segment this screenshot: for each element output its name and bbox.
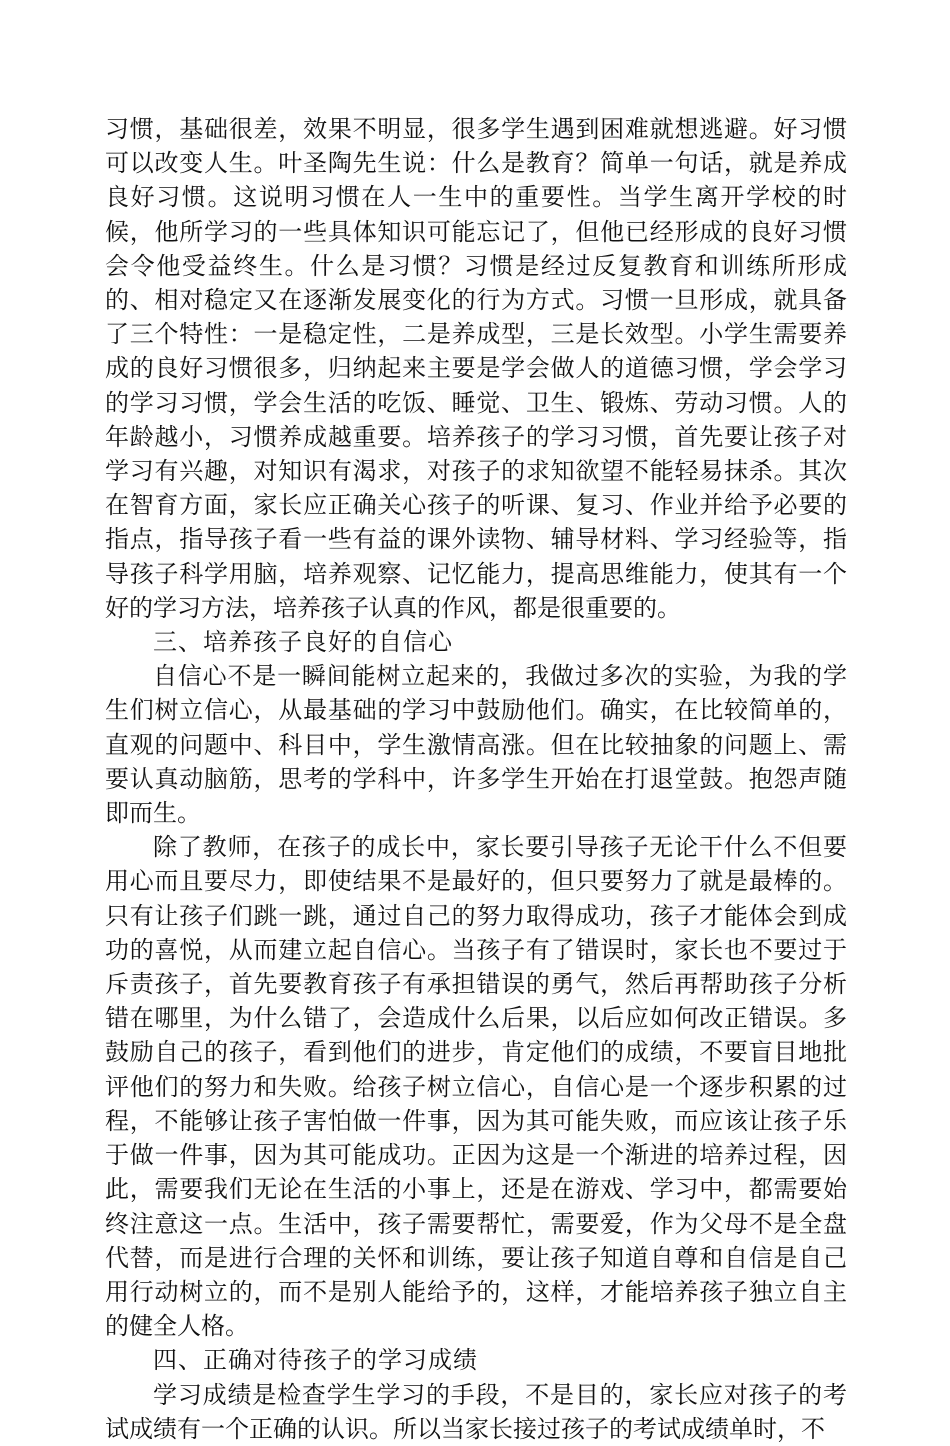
paragraph-grades: 学习成绩是检查学生学习的手段，不是目的，家长应对孩子的考试成绩有一个正确的认识。所以当家长接过孩子的考试成绩单时，不: [105, 1380, 847, 1443]
paragraph-confidence-intro: 自信心不是一瞬间能树立起来的，我做过多次的实验，为我的学生们树立信心，从最基础的学习中鼓励他们。确实，在比较简单的，直观的问题中、科目中，学生激情高涨。但在比较抽象的问题上、需要认真动脑筋，思考的学科中，许多学生开始在打退堂鼓。抱怨声随即而生。: [105, 662, 847, 828]
section-heading-grades: 四、正确对待孩子的学习成绩: [153, 1346, 478, 1375]
section-heading-confidence: 三、培养孩子良好的自信心: [153, 628, 453, 657]
paragraph-habits: 习惯，基础很差，效果不明显，很多学生遇到困难就想逃避。好习惯可以改变人生。叶圣陶先生说：什么是教育？简单一句话，就是养成良好习惯。这说明习惯在人一生中的重要性。当学生离开学校的时候，他所学习的一些具体知识可能忘记了，但他已经形成的良好习惯会令他受益终生。什么是习惯？习惯是经过反复教育和训练所形成的、相对稳定又在逐渐发展变化的行为方式。习惯一旦形成，就具备了三个特性：一是稳定性，二是养成型，三是长效型。小学生需要养成的良好习惯很多，归纳起来主要是学会做人的道德习惯，学会学习的学习习惯，学会生活的吃饭、睡觉、卫生、锻炼、劳动习惯。人的年龄越小，习惯养成越重要。培养孩子的学习习惯，首先要让孩子对学习有兴趣，对知识有渴求，对孩子的求知欲望不能轻易抹杀。其次在智育方面，家长应正确关心孩子的听课、复习、作业并给予必要的指点，指导孩子看一些有益的课外读物、辅导材料、学习经验等，指导孩子科学用脑，培养观察、记忆能力，提高思维能力，使其有一个好的学习方法，培养孩子认真的作风，都是很重要的。: [105, 115, 847, 622]
paragraph-parent-guidance: 除了教师，在孩子的成长中，家长要引导孩子无论干什么不但要用心而且要尽力，即使结果不是最好的，但只要努力了就是最棒的。只有让孩子们跳一跳，通过自己的努力取得成功，孩子才能体会到成功的喜悦，从而建立起自信心。当孩子有了错误时，家长也不要过于斥责孩子，首先要教育孩子有承担错误的勇气，然后再帮助孩子分析错在哪里，为什么错了，会造成什么后果，以后应如何改正错误。多鼓励自己的孩子，看到他们的进步，肯定他们的成绩，不要盲目地批评他们的努力和失败。给孩子树立信心，自信心是一个逐步积累的过程，不能够让孩子害怕做一件事，因为其可能失败，而应该让孩子乐于做一件事，因为其可能成功。正因为这是一个渐进的培养过程，因此，需要我们无论在生活的小事上，还是在游戏、学习中，都需要始终注意这一点。生活中，孩子需要帮忙，需要爱，作为父母不是全盘代替，而是进行合理的关怀和训练，要让孩子知道自尊和自信是自己用行动树立的，而不是别人能给予的，这样，才能培养孩子独立自主的健全人格。: [105, 833, 847, 1341]
document-body: [105, 112, 847, 1446]
